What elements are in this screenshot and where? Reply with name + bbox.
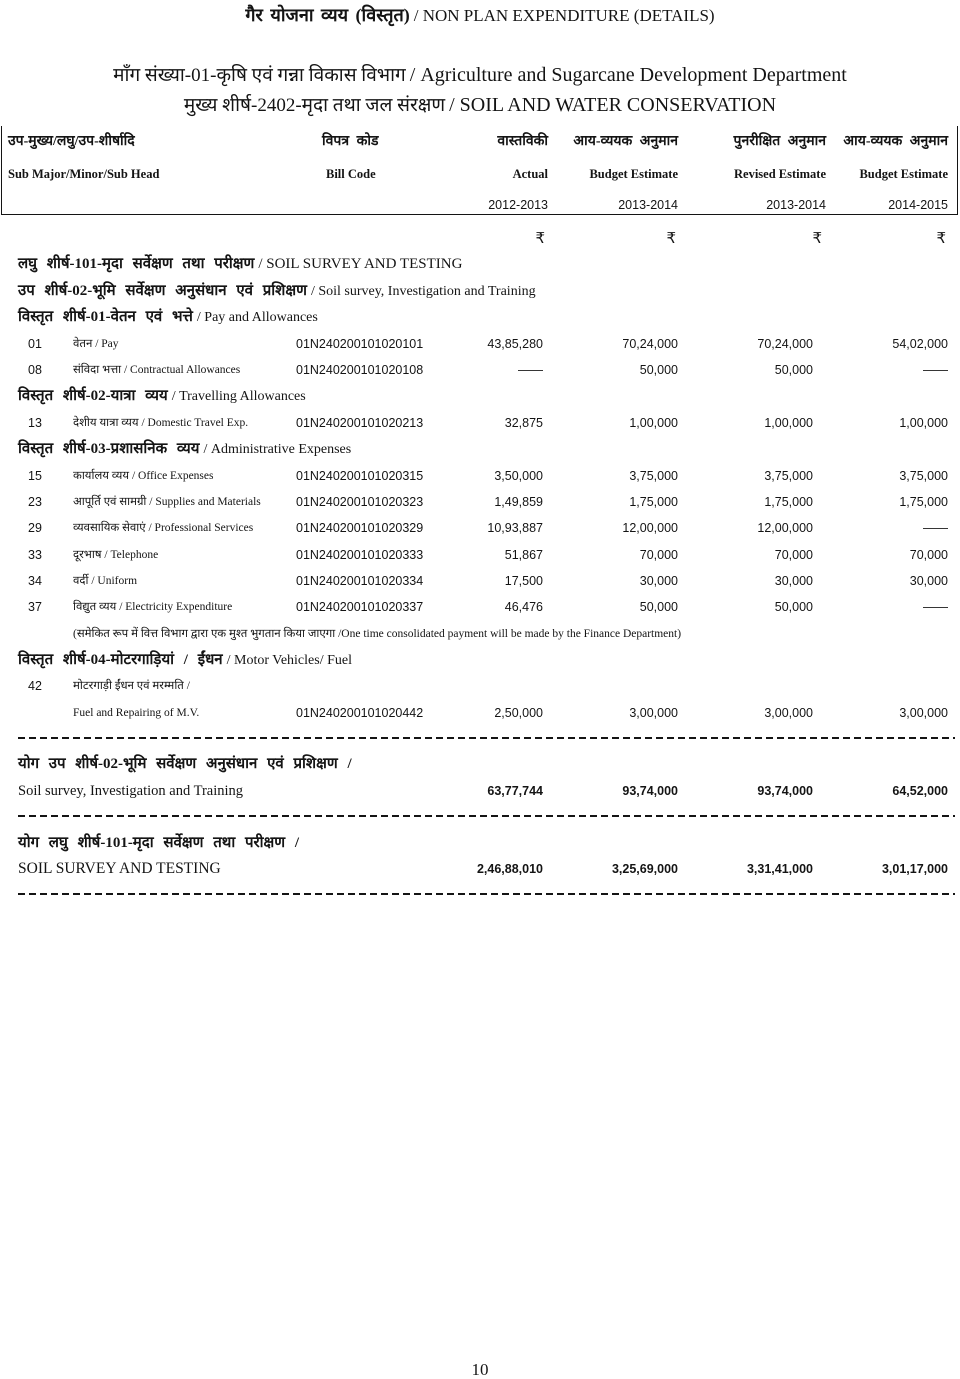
column-header-hindi-row: [0, 132, 960, 152]
budget-estimate-value: 50,000: [639, 363, 678, 377]
revised-estimate-value: 1,00,000: [764, 416, 813, 430]
item-description: विद्युत व्यय / Electricity Expenditure: [73, 601, 233, 613]
rupee-icon: ₹: [812, 229, 822, 247]
budget-estimate-value: 1,75,000: [629, 495, 678, 509]
budget-estimate-next-value: 1,75,000: [899, 495, 948, 509]
actual-value: 51,867: [504, 548, 543, 562]
minor-head-english: / SOIL SURVEY AND TESTING: [258, 256, 463, 272]
total-budget-estimate-value: 3,25,69,000: [611, 862, 678, 876]
currency-row: [0, 228, 960, 248]
bill-code: 01N240200101020333: [296, 548, 424, 562]
column-header-english-row: [0, 164, 960, 184]
item-number: 29: [28, 521, 42, 535]
major-head-english: / SOIL AND WATER CONSERVATION: [449, 94, 777, 116]
budget-estimate-value: 3,75,000: [629, 469, 678, 483]
table-row: [0, 518, 960, 538]
table-row: [0, 466, 960, 486]
demand-heading: [0, 61, 960, 89]
sub-head-total-english: Soil survey, Investigation and Training: [18, 783, 244, 799]
item-number: 08: [28, 363, 42, 377]
sub-head-hindi: उप शीर्ष-02-भूमि सर्वेक्षण अनुसंधान एवं प्रशिक्षण: [18, 283, 307, 299]
sub-head-total-label: [0, 754, 960, 774]
col-actual-english: Actual: [512, 167, 548, 181]
actual-value: 3,50,000: [494, 469, 543, 483]
actual-value: ——: [518, 363, 543, 377]
item-description: आपूर्ति एवं सामग्री / Supplies and Materials: [73, 496, 261, 508]
col-be1-english: Budget Estimate: [589, 167, 678, 181]
minor-head-hindi: लघु शीर्ष-101-मृदा सर्वेक्षण तथा परीक्षण: [18, 256, 255, 272]
bill-code: 01N240200101020213: [296, 416, 424, 430]
item-description: संविदा भत्ता / Contractual Allowances: [73, 364, 241, 376]
detailed-head-text: [18, 386, 306, 407]
col-be1-hindi: आय-व्ययक अनुमान: [573, 134, 678, 149]
total-budget-estimate-next-value: 64,52,000: [892, 784, 948, 798]
page-title-text: [0, 3, 960, 29]
col-re-english: Revised Estimate: [734, 167, 826, 181]
revised-estimate-value: 50,000: [774, 363, 813, 377]
revised-estimate-value: 3,00,000: [764, 706, 813, 720]
revised-estimate-value: 30,000: [774, 574, 813, 588]
budget-estimate-value: 30,000: [639, 574, 678, 588]
budget-estimate-next-value: ——: [923, 363, 948, 377]
budget-estimate-next-value: 70,000: [909, 548, 948, 562]
item-number: 13: [28, 416, 42, 430]
budget-estimate-next-value: 3,75,000: [899, 469, 948, 483]
sub-head-english: / Soil survey, Investigation and Training: [310, 284, 536, 299]
total-actual-value: 63,77,744: [487, 784, 543, 798]
item-number: 42: [28, 679, 42, 693]
budget-estimate-next-value: ——: [923, 600, 948, 614]
detailed-head-heading: [0, 650, 960, 670]
budget-estimate-next-value: 1,00,000: [899, 416, 948, 430]
detailed-head-heading: [0, 386, 960, 406]
total-budget-estimate-value: 93,74,000: [622, 784, 678, 798]
rupee-icon: ₹: [535, 229, 545, 247]
detailed-head-english: / Travelling Allowances: [171, 389, 306, 404]
detailed-head-heading: [0, 439, 960, 459]
major-head-heading: [0, 91, 960, 119]
bill-code: 01N240200101020442: [296, 706, 424, 720]
actual-value: 46,476: [504, 600, 543, 614]
payment-note: [0, 624, 960, 644]
col-be2-year: 2014-2015: [888, 198, 948, 212]
actual-value: 10,93,887: [487, 521, 543, 535]
item-description: दूरभाष / Telephone: [73, 549, 159, 561]
budget-estimate-value: 1,00,000: [629, 416, 678, 430]
item-description: वेतन / Pay: [73, 338, 119, 350]
total-actual-value: 2,46,88,010: [476, 862, 543, 876]
actual-value: 17,500: [504, 574, 543, 588]
actual-value: 1,49,859: [494, 495, 543, 509]
budget-estimate-next-value: 54,02,000: [892, 337, 948, 351]
col-code-english: Bill Code: [326, 167, 376, 181]
budget-estimate-value: 12,00,000: [622, 521, 678, 535]
col-be2-english: Budget Estimate: [859, 167, 948, 181]
dashed-divider: [18, 737, 955, 739]
bill-code: 01N240200101020101: [296, 337, 424, 351]
page-title: [0, 3, 960, 27]
budget-estimate-value: 50,000: [639, 600, 678, 614]
bill-code: 01N240200101020315: [296, 469, 424, 483]
major-head-text: [0, 91, 960, 121]
item-description: कार्यालय व्यय / Office Expenses: [73, 470, 214, 482]
demand-heading-text: [0, 61, 960, 91]
detailed-head-english: / Administrative Expenses: [203, 442, 352, 457]
revised-estimate-value: 1,75,000: [764, 495, 813, 509]
table-row: [0, 676, 960, 696]
item-number: 23: [28, 495, 42, 509]
actual-value: 43,85,280: [487, 337, 543, 351]
revised-estimate-value: 70,000: [774, 548, 813, 562]
bill-code: 01N240200101020329: [296, 521, 424, 535]
demand-hindi: माँग संख्या-01-कृषि एवं गन्ना विकास विभाग: [113, 65, 406, 86]
payment-note-text: (समेकित रूप में वित्त विभाग द्वारा एक मुश्त भुगतान किया जाएगा /One time consolidated payment will be made by the Finance Department): [73, 628, 682, 640]
budget-estimate-next-value: 3,00,000: [899, 706, 948, 720]
major-head-hindi: मुख्य शीर्ष-2402-मृदा तथा जल संरक्षण: [183, 95, 446, 116]
col-code-hindi: विपत्र कोड: [322, 134, 379, 149]
rupee-icon: ₹: [666, 229, 676, 247]
item-number: 15: [28, 469, 42, 483]
sub-head-total-row: [0, 781, 960, 801]
detailed-head-hindi: विस्तृत शीर्ष-02-यात्रा व्यय: [18, 388, 168, 404]
budget-estimate-next-value: ——: [923, 521, 948, 535]
revised-estimate-value: 70,24,000: [757, 337, 813, 351]
bill-code: 01N240200101020108: [296, 363, 424, 377]
item-description: वर्दी / Uniform: [73, 575, 138, 587]
detailed-head-text: [18, 439, 351, 460]
col-re-hindi: पुनरीक्षित अनुमान: [733, 134, 826, 149]
sub-head-total-hindi: योग उप शीर्ष-02-भूमि सर्वेक्षण अनुसंधान एवं प्रशिक्षण /: [18, 756, 352, 772]
actual-value: 2,50,000: [494, 706, 543, 720]
table-row: [0, 334, 960, 354]
page-number: 10: [471, 1360, 489, 1379]
total-revised-estimate-value: 3,31,41,000: [746, 862, 813, 876]
detailed-head-text: [18, 307, 318, 328]
sub-head-text: [18, 281, 536, 302]
detailed-head-hindi: विस्तृत शीर्ष-04-मोटरगाड़ियां / ईंधन: [18, 652, 223, 668]
table-row: [0, 492, 960, 512]
item-number: 34: [28, 574, 42, 588]
revised-estimate-value: 12,00,000: [757, 521, 813, 535]
budget-estimate-value: 70,000: [639, 548, 678, 562]
minor-head-total-row: [0, 859, 960, 879]
item-description: देशीय यात्रा व्यय / Domestic Travel Exp.: [73, 417, 249, 429]
item-description: Fuel and Repairing of M.V.: [73, 707, 200, 719]
col-be2-hindi: आय-व्ययक अनुमान: [843, 134, 948, 149]
bill-code: 01N240200101020334: [296, 574, 424, 588]
bill-code: 01N240200101020323: [296, 495, 424, 509]
revised-estimate-value: 3,75,000: [764, 469, 813, 483]
budget-estimate-value: 3,00,000: [629, 706, 678, 720]
table-row: [0, 413, 960, 433]
bill-code: 01N240200101020337: [296, 600, 424, 614]
detailed-head-hindi: विस्तृत शीर्ष-03-प्रशासनिक व्यय: [18, 441, 200, 457]
column-year-row: [0, 195, 960, 215]
detailed-head-english: / Motor Vehicles/ Fuel: [226, 653, 352, 668]
minor-head-total-label: [0, 833, 960, 853]
col-actual-hindi: वास्तविकी: [497, 134, 548, 149]
table-row: [0, 545, 960, 565]
detailed-head-text: [18, 650, 352, 671]
total-budget-estimate-next-value: 3,01,17,000: [881, 862, 948, 876]
col-head-english: Sub Major/Minor/Sub Head: [8, 167, 160, 181]
col-actual-year: 2012-2013: [488, 198, 548, 212]
col-be1-year: 2013-2014: [618, 198, 678, 212]
minor-head-heading: [0, 254, 960, 274]
minor-head-total-english: SOIL SURVEY AND TESTING: [18, 860, 221, 877]
col-re-year: 2013-2014: [766, 198, 826, 212]
budget-estimate-value: 70,24,000: [622, 337, 678, 351]
actual-value: 32,875: [504, 416, 543, 430]
item-number: 01: [28, 337, 42, 351]
sub-head-heading: [0, 281, 960, 301]
revised-estimate-value: 50,000: [774, 600, 813, 614]
detailed-head-heading: [0, 307, 960, 327]
title-english: / NON PLAN EXPENDITURE (DETAILS): [413, 6, 715, 25]
table-row: [0, 703, 960, 723]
minor-head-total-hindi: योग लघु शीर्ष-101-मृदा सर्वेक्षण तथा परीक्षण /: [18, 835, 300, 851]
table-row: [0, 360, 960, 380]
minor-head-text: [18, 254, 462, 274]
rupee-icon: ₹: [936, 229, 946, 247]
detailed-head-hindi: विस्तृत शीर्ष-01-वेतन एवं भत्ते: [18, 309, 193, 325]
budget-estimate-next-value: 30,000: [909, 574, 948, 588]
dashed-divider: [18, 893, 955, 895]
demand-english: / Agriculture and Sugarcane Development Department: [409, 64, 847, 86]
table-row: [0, 597, 960, 617]
item-number: 37: [28, 600, 42, 614]
item-number: 33: [28, 548, 42, 562]
detailed-head-english: / Pay and Allowances: [196, 310, 318, 325]
col-head-hindi: उप-मुख्य/लघु/उप-शीर्षादि: [8, 134, 135, 149]
total-revised-estimate-value: 93,74,000: [757, 784, 813, 798]
item-description-hindi: मोटरगाड़ी ईंधन एवं मरम्मति /: [73, 680, 190, 692]
table-row: [0, 571, 960, 591]
title-hindi: गैर योजना व्यय (विस्तृत): [245, 5, 410, 25]
dashed-divider: [18, 815, 955, 817]
item-description: व्यवसायिक सेवाएं / Professional Services: [73, 522, 254, 534]
